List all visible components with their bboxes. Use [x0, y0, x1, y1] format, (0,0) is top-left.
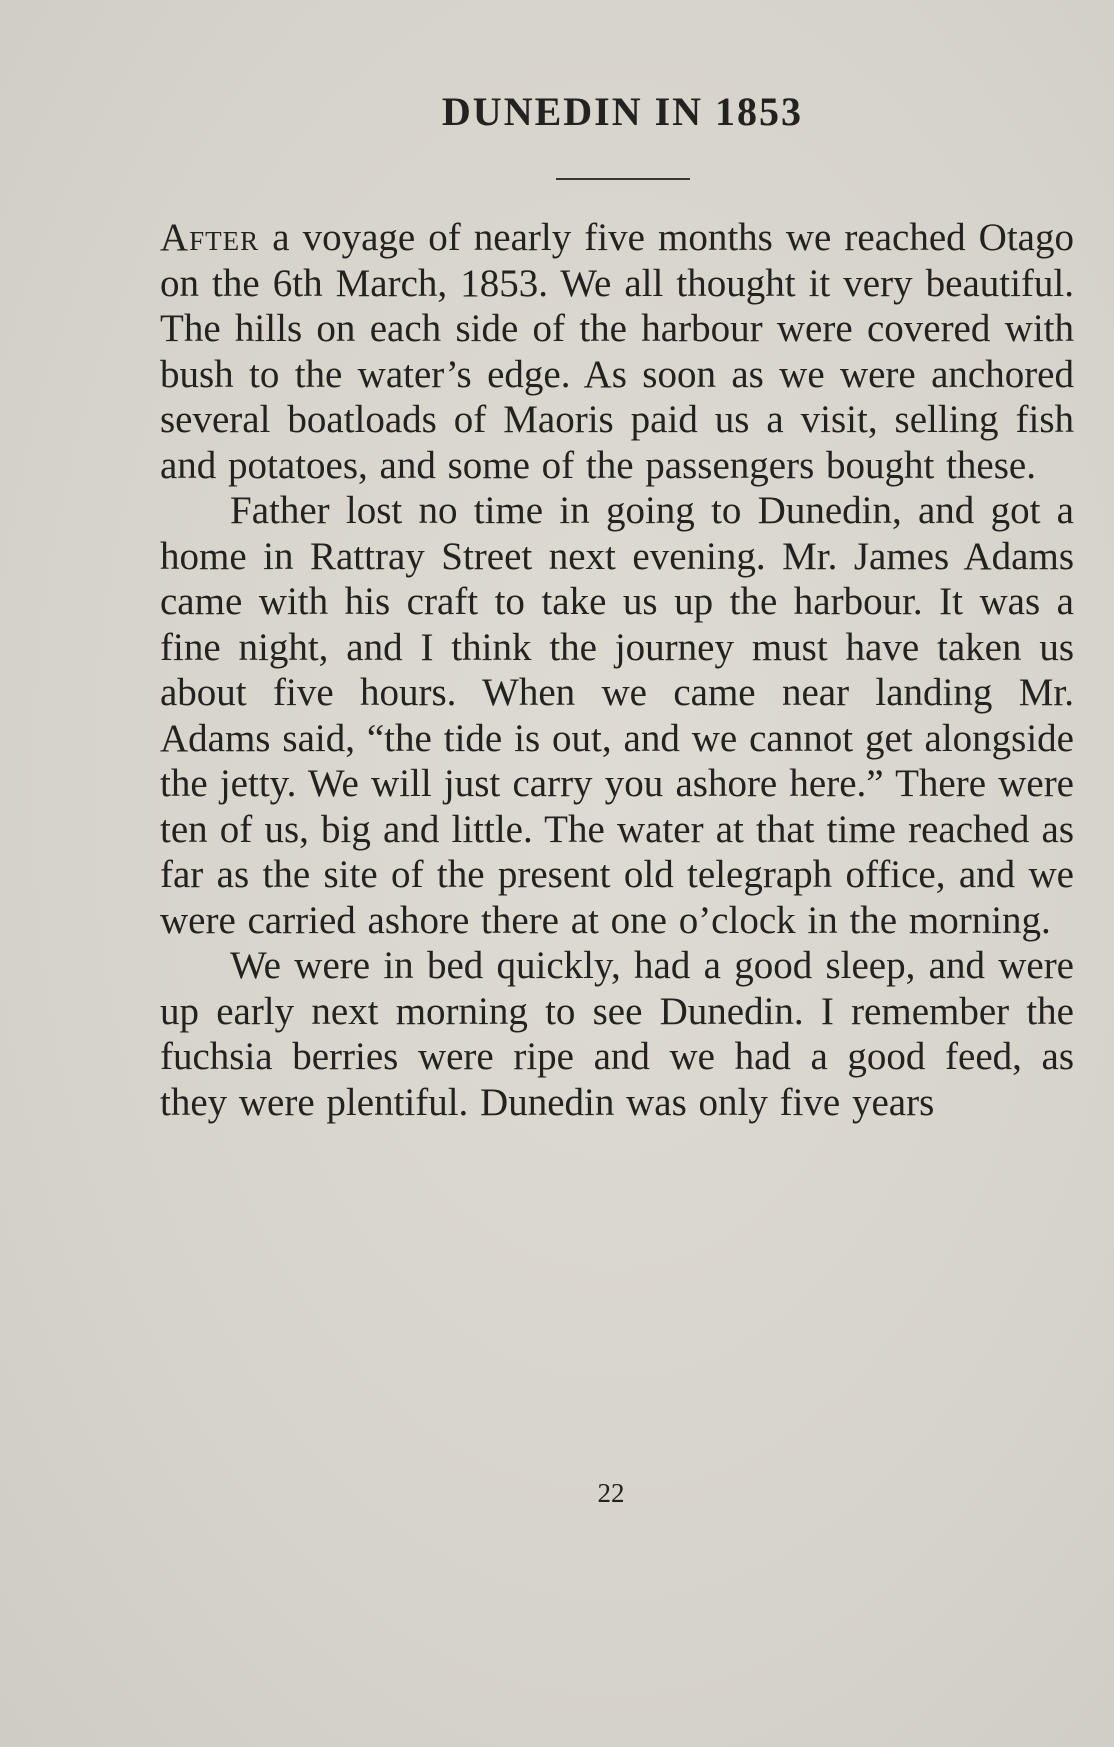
paragraph-3: We were in bed quickly, had a good sleep, and were up early next morning to see Dunedin. I remember the fuchsia berries were ripe and we had a good feed, as they were plentiful. Dunedin was only five years	[160, 944, 1074, 1124]
page-number: 22	[597, 1478, 625, 1508]
paragraph-1	[160, 215, 1074, 488]
body-text	[160, 215, 1074, 1125]
heading-divider	[556, 178, 690, 180]
page-heading: DUNEDIN IN 1853	[441, 89, 804, 134]
paragraph-2: Father lost no time in going to Dunedin, and got a home in Rattray Street next evening. Mr. James Adams came with his craft to take us up the harbour. It was a fine night, and I think the journey must have taken us about five hours. When we came near landing Mr. Adams said, “the tide is out, and we cannot get alongside the jetty. We will just carry you ashore here.” There were ten of us, big and little. The water at that time reached as far as the site of the present old telegraph office, and we were carried ashore there at one o’clock in the morning.	[160, 489, 1074, 942]
paragraph-1-lead: After	[160, 216, 260, 259]
paragraph-1-text: a voyage of nearly five months we reached Otago on the 6th March, 1853. We all thought it very beautiful. The hills on each side of the harbour were covered with bush to the water’s edge. As soon as we were anchored several boatloads of Maoris paid us a visit, selling fish and potatoes, and some of the passengers bought these.	[160, 216, 1074, 487]
